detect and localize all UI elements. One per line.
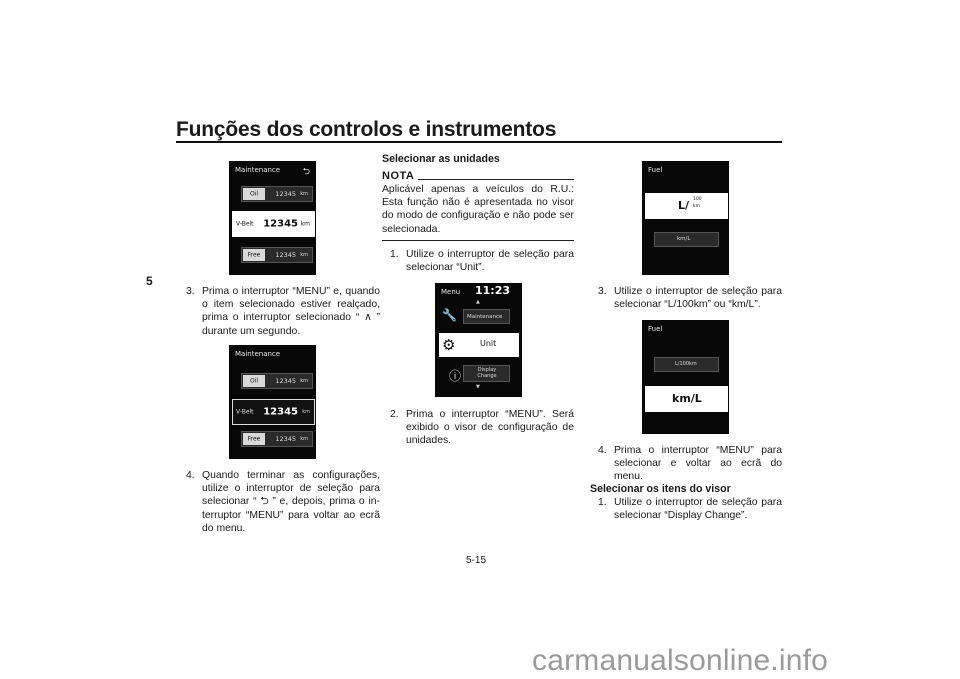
row-oil <box>241 186 313 202</box>
menu-item-unit-selected: ⚙ Unit <box>439 333 519 357</box>
screen-title: Fuel <box>648 166 663 174</box>
step-text: Utilize o interruptor de seleção para selecionar “Display Change”. <box>614 497 782 522</box>
row-value: 12345 <box>275 251 296 259</box>
row-label: V-Belt <box>236 408 254 416</box>
step-4-col1: 4. Quando terminar as configurações, utilize o interruptor de seleção para selecionar “ ⮌ ” e, depois, prima o interruptor “MENU” para voltar ao ecrã do menu. <box>186 470 380 534</box>
unit-option-kml: km/L <box>654 232 719 247</box>
row-unit: km <box>300 436 308 442</box>
nota-text: Aplicável apenas a veículos do R.U.: Esta função não é apresentada no visor do modo de configuração e não pode ser selecionada. <box>382 184 574 235</box>
row-value: 12345 <box>263 406 298 418</box>
step-1-col3: 1. Utilize o interruptor de seleção para selecionar “Display Change”. <box>598 497 782 522</box>
row-label: Oil <box>249 377 259 385</box>
row-value: 12345 <box>275 435 296 443</box>
nota-rule <box>418 179 574 180</box>
nota-end-rule <box>382 240 574 241</box>
section-heading-display-items: Selecionar os itens do visor <box>590 483 731 495</box>
chapter-number: 5 <box>146 274 153 288</box>
row-unit: km <box>300 252 308 258</box>
row-vbelt-selected <box>232 211 315 237</box>
step-4-col3: 4. Prima o interruptor “MENU” para selecionar e voltar ao ecrã do menu. <box>598 445 782 483</box>
menu-screen <box>435 283 522 397</box>
unit-option-l100km: L/100km <box>654 357 719 372</box>
menu-item-maintenance: Maintenance <box>463 309 510 324</box>
row-unit: km <box>300 191 308 197</box>
row-free <box>241 431 313 447</box>
step-text: Prima o interruptor “MENU”. Será exibido o visor de configuração de unidades. <box>406 409 574 447</box>
scroll-down-icon: ▼ <box>476 384 480 390</box>
row-label: Free <box>247 251 261 259</box>
row-value: 12345 <box>275 190 296 198</box>
unit-option-kml-selected: km/L <box>645 386 728 412</box>
menu-item-display-change: Display Change <box>463 365 510 382</box>
step-1-col2: 1. Utilize o interruptor de seleção para selecionar “Unit”. <box>390 249 574 274</box>
screen-title: Maintenance <box>235 350 281 358</box>
row-label: Oil <box>249 190 259 198</box>
page-number: 5-15 <box>466 555 487 566</box>
screen-title: Maintenance <box>235 166 281 174</box>
step-text: Prima o interruptor “MENU” e, quando o item selecionado estiver realçado, prima o interruptor selecionado “ ∧ ” durante um segundo. <box>202 286 380 337</box>
row-unit: km <box>300 220 310 228</box>
row-vbelt-highlighted <box>232 399 315 425</box>
wrench-icon: 🔧 <box>442 308 457 322</box>
back-icon: ⮌ <box>302 167 310 177</box>
fuel-screen-1 <box>642 161 729 275</box>
page-title: Funções dos controlos e instrumentos <box>176 118 557 141</box>
step-text: Quando terminar as configurações, utilize o interruptor de seleção para selecionar “ ⮌ ” e, depois, prima o interruptor “MENU” para voltar ao ecrã do menu. <box>202 470 380 534</box>
step-text: Utilize o interruptor de seleção para selecionar “L/100km” ou “km/L”. <box>614 286 782 311</box>
row-value: 12345 <box>275 377 296 385</box>
step-3-col3: 3. Utilize o interruptor de seleção para selecionar “L/100km” ou “km/L”. <box>598 286 782 311</box>
row-label: Free <box>247 435 261 443</box>
row-oil <box>241 373 313 389</box>
step-text: Utilize o interruptor de seleção para selecionar “Unit”. <box>406 249 574 274</box>
step-text: Prima o interruptor “MENU” para selecionar e voltar ao ecrã do menu. <box>614 445 782 483</box>
unit-option-l100km-selected: L/ 100 km <box>645 193 728 219</box>
screen-title: Fuel <box>648 325 663 333</box>
row-unit: km <box>300 378 308 384</box>
screen-title: Menu <box>441 288 461 296</box>
nota-label: NOTA <box>382 170 415 182</box>
row-unit: km <box>302 409 310 415</box>
display-change-icon: ⓘ <box>449 369 462 383</box>
title-rule <box>176 141 782 143</box>
step-3-col1: 3. Prima o interruptor “MENU” e, quando o item selecionado estiver realçado, prima o interruptor selecionado “ ∧ ” durante um segundo. <box>186 286 380 337</box>
row-free <box>241 247 313 263</box>
step-2-col2: 2. Prima o interruptor “MENU”. Será exibido o visor de configuração de unidades. <box>390 409 574 447</box>
watermark: carmanualsonline.info <box>532 644 829 677</box>
row-label: V-Belt <box>236 220 254 228</box>
scroll-up-icon: ▲ <box>476 299 480 305</box>
section-heading-units: Selecionar as unidades <box>382 153 500 165</box>
gear-icon: ⚙ <box>442 336 456 354</box>
maintenance-screen-1 <box>229 161 316 275</box>
maintenance-screen-2 <box>229 345 316 459</box>
clock-time: 11:23 <box>475 284 511 297</box>
row-value: 12345 <box>263 218 298 230</box>
fuel-screen-2 <box>642 320 729 434</box>
